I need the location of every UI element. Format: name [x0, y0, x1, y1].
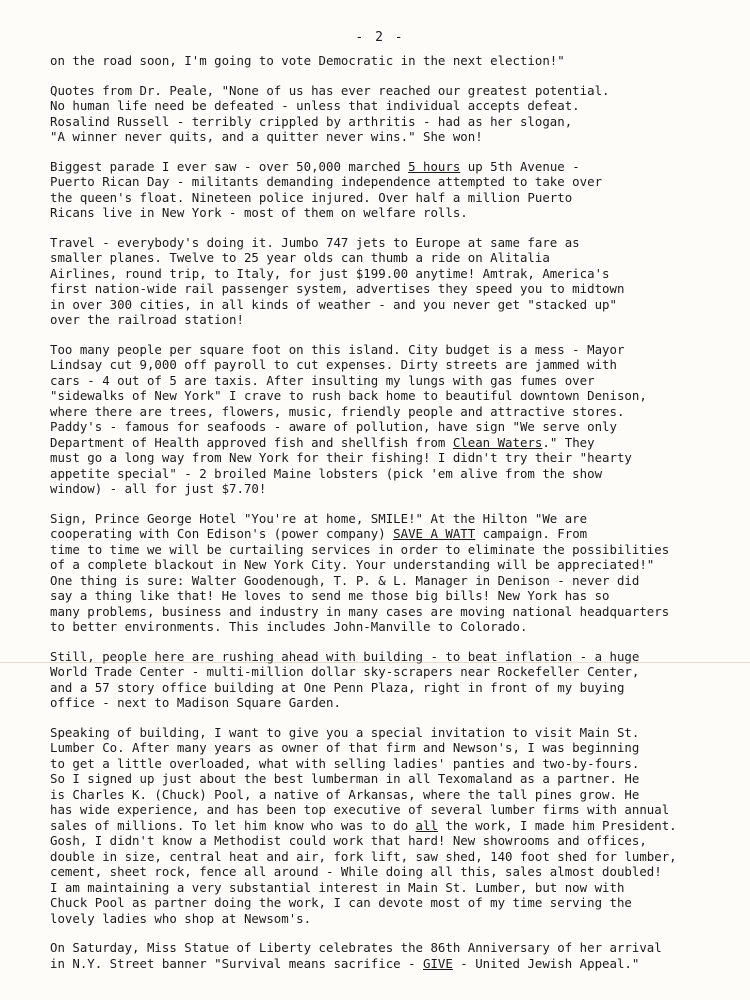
- text-run: Department of Health approved fish and shellfish from: [50, 434, 453, 450]
- paragraph: [50, 53, 710, 69]
- text-line: [50, 205, 710, 221]
- text-run: "sidewalks of New York" I crave to rush back home to beautiful downtown Denison,: [50, 388, 647, 403]
- text-line: [50, 190, 710, 206]
- text-run: One thing is sure: Walter Goodenough, T. P. & L. Manager in Denison - never did: [50, 572, 640, 588]
- text-line: [50, 266, 710, 282]
- text-run: to get a little overloaded, what with selling ladies' panties and two-by-fours.: [50, 755, 640, 771]
- text-line: [50, 880, 710, 896]
- text-line: [50, 342, 710, 358]
- text-run: many problems, business and industry in many cases are moving national headquarters: [50, 603, 670, 619]
- underlined-text: 5 hours: [408, 158, 461, 174]
- text-run: is Charles K. (Chuck) Pool, a native of Arkansas, where the tall pines grow. He: [50, 786, 640, 802]
- text-run: in over 300 cities, in all kinds of weather - and you never get "stacked up": [50, 296, 617, 312]
- text-run: Gosh, I didn't know a Methodist could work that hard! New showrooms and offices,: [50, 833, 647, 848]
- paragraph: [50, 511, 710, 635]
- text-run: must go a long way from New York for their fishing! I didn't try their "hearty: [50, 450, 632, 465]
- text-run: ." They: [542, 434, 595, 450]
- text-line: [50, 542, 710, 558]
- text-run: on the road soon, I'm going to vote Democratic in the next election!": [50, 53, 565, 68]
- text-run: smaller planes. Twelve to 25 year olds can thumb a ride on Alitalia: [50, 250, 550, 265]
- text-run: cooperating with Con Edison's (power company): [50, 526, 394, 541]
- underlined-text: SAVE A WATT: [393, 526, 476, 541]
- text-line: [50, 297, 710, 313]
- text-line: [50, 526, 710, 542]
- text-line: [50, 619, 710, 635]
- text-line: [50, 83, 710, 99]
- fold-line: [0, 662, 750, 663]
- text-run: appetite special" - 2 broiled Maine lobsters (pick 'em alive from the show: [50, 465, 603, 481]
- underlined-text: Clean Waters: [452, 434, 543, 450]
- text-line: [50, 129, 710, 145]
- text-run: sales of millions. To let him know who was to do: [50, 817, 416, 833]
- text-line: [50, 114, 710, 130]
- text-line: [50, 664, 710, 680]
- text-line: [50, 281, 710, 297]
- paragraph: [50, 83, 710, 145]
- text-run: and a 57 story office building at One Penn Plaza, right in front of my buying: [50, 679, 625, 695]
- text-run: Biggest parade I ever saw - over 50,000 marched: [50, 158, 409, 174]
- text-run: I am maintaining a very substantial interest in Main St. Lumber, but now with: [50, 879, 625, 895]
- text-run: double in size, central heat and air, fork lift, saw shed, 140 foot shed for lumber,: [50, 848, 677, 864]
- text-line: [50, 756, 710, 772]
- text-line: [50, 357, 710, 373]
- text-run: to better environments. This includes John-Manville to Colorado.: [50, 619, 528, 634]
- text-line: [50, 312, 710, 328]
- text-run: over the railroad station!: [50, 312, 244, 327]
- text-run: Puerto Rican Day - militants demanding independence attempted to take over: [50, 174, 603, 189]
- text-line: [50, 481, 710, 497]
- underlined-text: all: [415, 817, 438, 833]
- text-line: [50, 818, 710, 834]
- text-run: "A winner never quits, and a quitter never wins." She won!: [50, 129, 483, 144]
- text-run: Lumber Co. After many years as owner of that firm and Newson's, I was beginning: [50, 740, 640, 755]
- text-run: time to time we will be curtailing services in order to eliminate the possibilities: [50, 541, 670, 557]
- text-run: where there are trees, flowers, music, friendly people and attractive stores.: [50, 403, 625, 419]
- text-line: [50, 174, 710, 190]
- text-run: say a thing like that! He loves to send me those big bills! New York has so: [50, 588, 610, 603]
- text-run: in N.Y. Street banner "Survival means sacrifice -: [50, 955, 423, 971]
- text-line: [50, 466, 710, 482]
- text-run: Speaking of building, I want to give you a special invitation to visit Main St.: [50, 724, 640, 740]
- text-run: has wide experience, and has been top executive of several lumber firms with annual: [50, 802, 670, 817]
- text-line: [50, 725, 710, 741]
- paragraph: [50, 649, 710, 711]
- text-run: Too many people per square foot on this island. City budget is a mess - Mayor: [50, 341, 625, 357]
- paragraph: [50, 342, 710, 497]
- text-line: [50, 373, 710, 389]
- text-line: [50, 588, 710, 604]
- text-line: [50, 604, 710, 620]
- text-line: [50, 98, 710, 114]
- text-line: [50, 680, 710, 696]
- text-line: [50, 404, 710, 420]
- text-run: office - next to Madison Square Garden.: [50, 695, 341, 710]
- text-line: [50, 573, 710, 589]
- paragraph: [50, 725, 710, 927]
- text-run: Quotes from Dr. Peale, "None of us has ever reached our greatest potential.: [50, 82, 610, 98]
- text-run: Rosalind Russell - terribly crippled by arthritis - had as her slogan,: [50, 113, 573, 129]
- text-line: [50, 849, 710, 865]
- text-run: No human life need be defeated - unless that individual accepts defeat.: [50, 98, 580, 113]
- text-line: [50, 833, 710, 849]
- text-run: Chuck Pool as partner doing the work, I can devote most of my time serving the: [50, 895, 632, 910]
- text-line: [50, 53, 710, 69]
- text-line: [50, 435, 710, 451]
- text-run: the work, I made him President.: [437, 817, 677, 833]
- text-run: Paddy's - famous for seafoods - aware of pollution, have sign "We serve only: [50, 419, 617, 434]
- text-line: [50, 235, 710, 251]
- text-line: [50, 911, 710, 927]
- text-line: [50, 695, 710, 711]
- text-line: [50, 740, 710, 756]
- text-line: [50, 250, 710, 266]
- text-run: Lindsay cut 9,000 off payroll to cut expenses. Dirty streets are jammed with: [50, 357, 617, 372]
- text-run: the queen's float. Nineteen police injured. Over half a million Puerto: [50, 189, 573, 205]
- text-run: Travel - everybody's doing it. Jumbo 747 jets to Europe at same fare as: [50, 234, 580, 250]
- paragraph: [50, 159, 710, 221]
- text-line: [50, 787, 710, 803]
- text-run: cars - 4 out of 5 are taxis. After insulting my lungs with gas fumes over: [50, 372, 595, 388]
- letter-body: [50, 53, 710, 971]
- text-run: Ricans live in New York - most of them on welfare rolls.: [50, 205, 468, 220]
- text-line: [50, 450, 710, 466]
- text-run: Airlines, round trip, to Italy, for just $199.00 anytime! Amtrak, America's: [50, 265, 610, 281]
- paragraph: [50, 940, 710, 971]
- text-run: of a complete blackout in New York City. Your understanding will be appreciated!": [50, 557, 655, 572]
- text-run: On Saturday, Miss Statue of Liberty celebrates the 86th Anniversary of her arrival: [50, 940, 662, 955]
- text-line: [50, 557, 710, 573]
- text-run: up 5th Avenue -: [460, 158, 580, 174]
- text-run: cement, sheet rock, fence all around - While doing all this, sales almost doubled!: [50, 864, 662, 879]
- text-line: [50, 419, 710, 435]
- text-run: window) - all for just $7.70!: [50, 481, 267, 496]
- text-run: lovely ladies who shop at Newsom's.: [50, 910, 312, 926]
- text-line: [50, 388, 710, 404]
- text-run: Still, people here are rushing ahead with building - to beat inflation - a huge: [50, 648, 640, 664]
- text-run: World Trade Center - multi-million dollar sky-scrapers near Rockefeller Center,: [50, 664, 640, 679]
- text-run: So I signed up just about the best lumberman in all Texomaland as a partner. He: [50, 771, 640, 786]
- text-run: Sign, Prince George Hotel "You're at home, SMILE!" At the Hilton "We are: [50, 510, 588, 526]
- page-number: - 2 -: [355, 30, 405, 45]
- text-line: [50, 864, 710, 880]
- text-line: [50, 802, 710, 818]
- text-line: [50, 771, 710, 787]
- text-line: [50, 159, 710, 175]
- text-run: first nation-wide rail passenger system, advertises they speed you to midtown: [50, 281, 625, 296]
- text-line: [50, 511, 710, 527]
- text-line: [50, 940, 710, 956]
- text-run: campaign. From: [475, 526, 588, 541]
- text-line: [50, 956, 710, 972]
- text-run: - United Jewish Appeal.": [452, 955, 640, 971]
- underlined-text: GIVE: [423, 955, 453, 971]
- paragraph: [50, 235, 710, 328]
- text-line: [50, 895, 710, 911]
